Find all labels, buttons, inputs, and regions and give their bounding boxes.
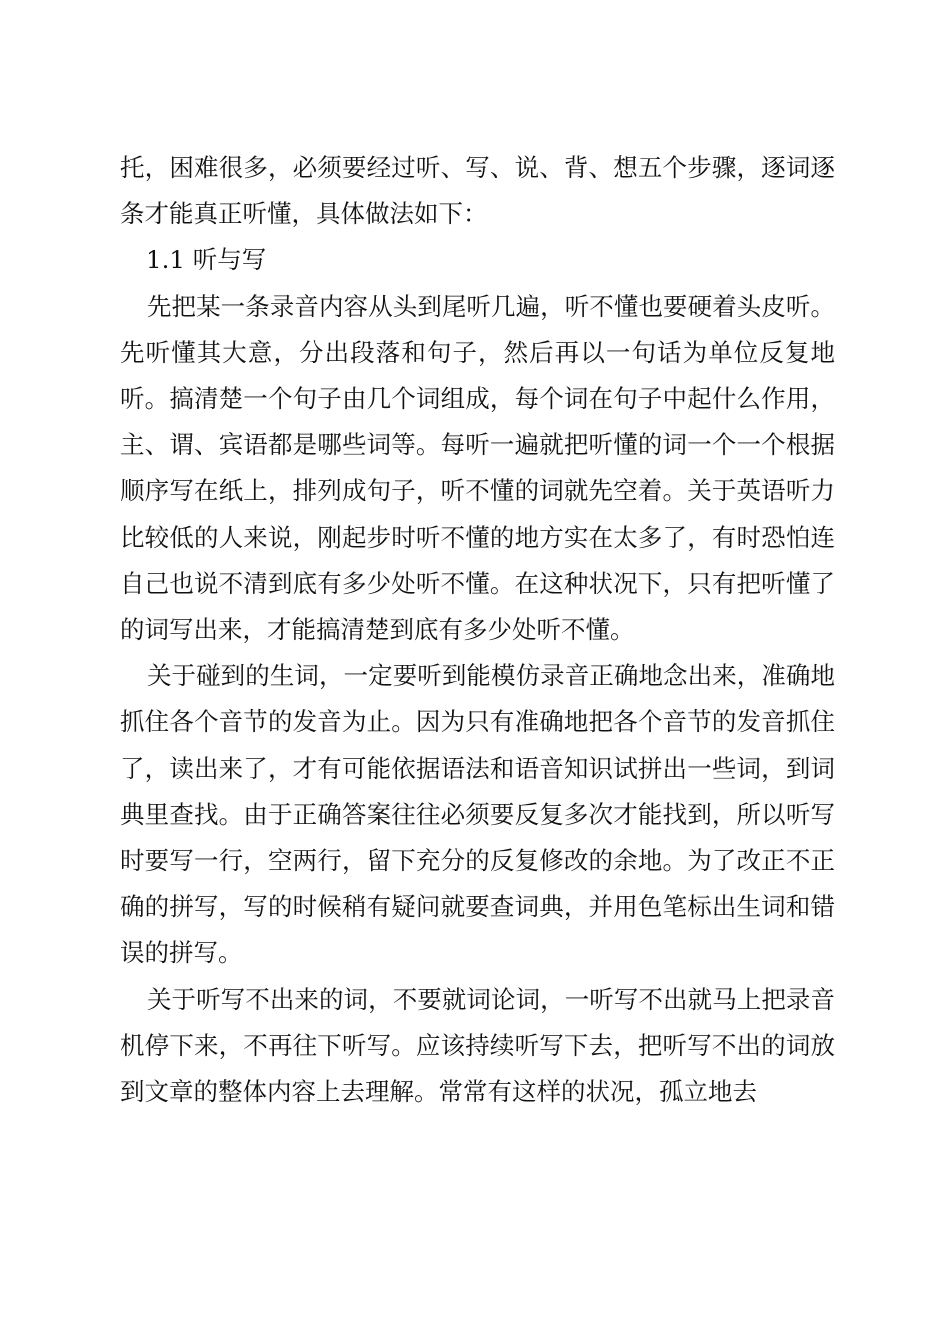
paragraph-continued: 托，困难很多，必须要经过听、写、说、背、想五个步骤，逐词逐条才能真正听懂，具体做法如下：: [120, 153, 835, 229]
paragraph-new-words: 关于碰到的生词，一定要听到能模仿录音正确地念出来，准确地抓住各个音节的发音为止。因为只有准确地把各个音节的发音抓住了，读出来了，才有可能依据语法和语音知识试拼出一些词，到词典里查找。由于正确答案往往必须要反复多次才能找到，所以听写时要写一行，空两行，留下充分的反复修改的余地。为了改正不正确的拼写，写的时候稍有疑问就要查词典，并用色笔标出生词和错误的拼写。: [120, 661, 835, 968]
paragraph-listen-write: 先把某一条录音内容从头到尾听几遍，听不懂也要硬着头皮听。先听懂其大意，分出段落和句子，然后再以一句话为单位反复地听。搞清楚一个句子由几个词组成，每个词在句子中起什么作用，主、谓、宾语都是哪些词等。每听一遍就把听懂的词一个一个根据顺序写在纸上，排列成句子，听不懂的词就先空着。关于英语听力比较低的人来说，刚起步时听不懂的地方实在太多了，有时恐怕连自己也说不清到底有多少处听不懂。在这种状况下，只有把听懂了的词写出来，才能搞清楚到底有多少处听不懂。: [120, 291, 835, 645]
paragraph-unknown-words: 关于听写不出来的词，不要就词论词，一听写不出就马上把录音机停下来，不再往下听写。应该持续听写下去，把听写不出的词放到文章的整体内容上去理解。常常有这样的状况，孤立地去: [120, 984, 835, 1107]
section-heading: 1.1 听与写: [146, 245, 267, 275]
document-body: [120, 145, 835, 1115]
